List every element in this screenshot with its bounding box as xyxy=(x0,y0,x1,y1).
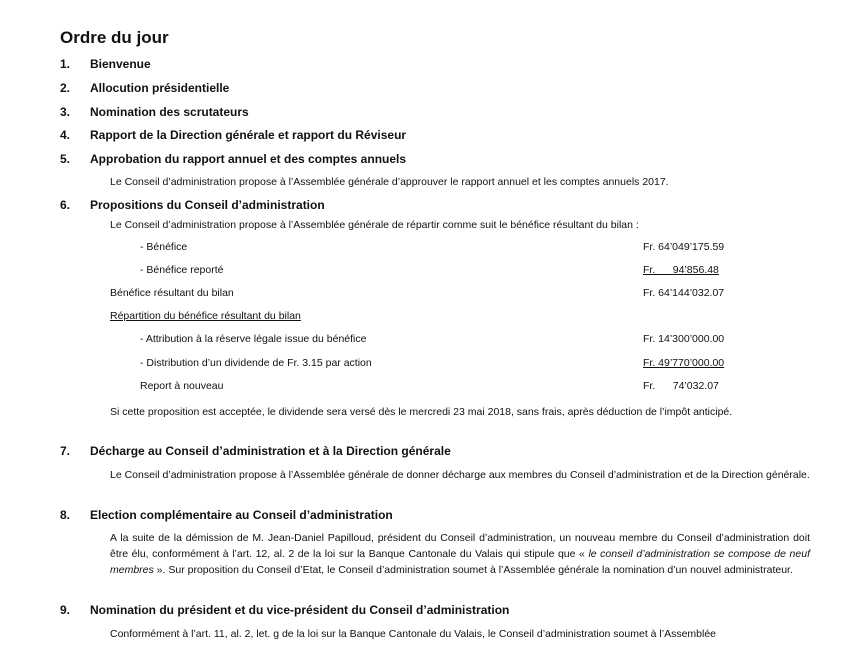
report-label: Report à nouveau xyxy=(140,380,224,392)
benefice-bilan-amount: Fr. 64’144’032.07 xyxy=(643,287,725,299)
reserve-label: - Attribution à la réserve légale issue du bénéfice xyxy=(140,333,367,345)
agenda-item-6: 6. Propositions du Conseil d’administration xyxy=(60,198,325,212)
item-7-text: Le Conseil d’administration propose à l’Assemblée générale de donner décharge aux membres du Conseil d’administration et de la Direction générale. xyxy=(110,469,810,481)
item-6-text: Le Conseil d’administration propose à l’Assemblée générale de répartir comme suit le bénéfice résultant du bilan : xyxy=(110,219,639,231)
agenda-item-1: 1. Bienvenue xyxy=(60,57,151,71)
dividend-note: Si cette proposition est acceptée, le dividende sera versé dès le mercredi 23 mai 2018, sans frais, après déduction de l’impôt anticipé. xyxy=(110,406,733,418)
item-5-text: Le Conseil d’administration propose à l’Assemblée générale d’approuver le rapport annuel et les comptes annuels 2017. xyxy=(110,176,669,188)
benefice-label: - Bénéfice xyxy=(140,241,188,253)
agenda-item-2: 2. Allocution présidentielle xyxy=(60,81,230,95)
item-9-text: Conformément à l’art. 11, al. 2, let. g de la loi sur la Banque Cantonale du Valais, le Conseil d’administration soumet à l’Assemblée xyxy=(110,628,717,640)
agenda-item-4: 4. Rapport de la Direction générale et rapport du Réviseur xyxy=(60,128,407,142)
agenda-item-7: 7. Décharge au Conseil d’administration et à la Direction générale xyxy=(60,444,451,458)
benefice-bilan-label: Bénéfice résultant du bilan xyxy=(110,287,234,299)
dividende-label: - Distribution d’un dividende de Fr. 3.15 par action xyxy=(140,357,372,369)
repartition-heading: Répartition du bénéfice résultant du bilan xyxy=(110,310,301,322)
report-amount: Fr. 74’032.07 xyxy=(643,380,719,392)
agenda-item-3: 3. Nomination des scrutateurs xyxy=(60,105,249,119)
agenda-item-5: 5. Approbation du rapport annuel et des comptes annuels xyxy=(60,152,407,166)
page-title: Ordre du jour xyxy=(60,28,169,47)
benefice-reporte-amount: Fr. 94’856.48 xyxy=(643,264,719,276)
agenda-item-9: 9. Nomination du président et du vice-président du Conseil d’administration xyxy=(60,603,510,617)
agenda-item-8: 8. Election complémentaire au Conseil d’administration xyxy=(60,508,393,522)
benefice-amount: Fr. 64’049’175.59 xyxy=(643,241,725,253)
item-8-text: A la suite de la démission de M. Jean-Daniel Papilloud, président du Conseil d’administration, un nouveau membre du Conseil d’administration doit être élu, conformément à l’art. 12, al. 2 de la loi sur la Banque Cantonale du Valais qui stipule que « le conseil d’administration se compose de neuf membres ». Sur proposition du Conseil d’Etat, le Conseil d’administration soumet à l’Assemblée générale la nomination d’un nouvel administrateur. xyxy=(110,532,810,576)
benefice-reporte-label: - Bénéfice reporté xyxy=(140,264,224,276)
dividende-amount: Fr. 49’770’000.00 xyxy=(643,357,725,369)
reserve-amount: Fr. 14’300’000.00 xyxy=(643,333,725,345)
